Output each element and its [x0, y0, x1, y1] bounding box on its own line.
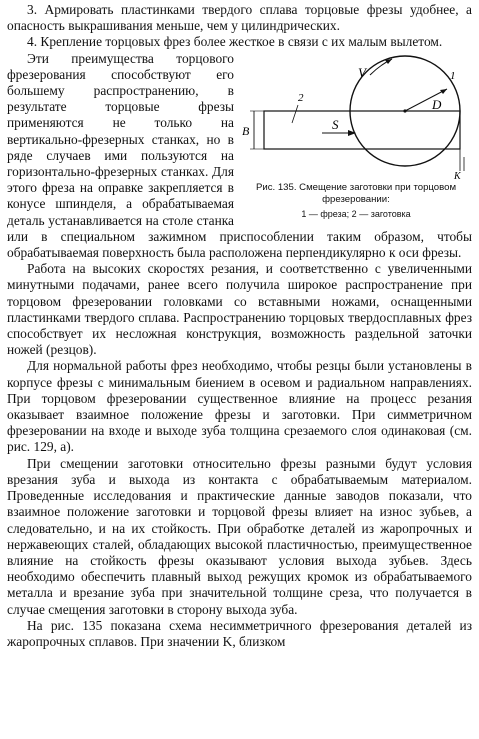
figure-caption: Рис. 135. Смещение заготовки при торцовом фрезеровании:	[255, 181, 457, 205]
label-2: 2	[298, 91, 304, 104]
paragraph-item-3: 3. Армировать пластинками твердого сплава торцовые фрезы удобнее, а опасность выкрашивания меньше, чем у цилиндрических.	[7, 2, 472, 34]
paragraph-asymmetric: На рис. 135 показана схема несимметричного фрезерования деталей из жаропрочных сплавов. При значении K, близком	[7, 617, 472, 649]
leader-2	[292, 105, 298, 123]
paragraph-runout: Для нормальной работы фрез необходимо, чтобы резцы были установлены в корпусе фрезы с минимальным биением в осевом и радиальном направлениях. При торцовом фрезеровании существенное влияние на процесс резания оказывает взаимное положение фрезы и заготовки. При симметричном фрезеровании на входе и выходе зуба толщина срезаемого слоя одинаковая (см. рис. 129, а).	[7, 358, 472, 455]
diameter-arrowhead	[440, 89, 447, 94]
paragraph-advantages: Эти преимущества торцового фрезерования способствуют его большему распространению, в результате торцовые фрезы применяются не только на вертикально-фрезерных станках, но в ряде случаев ими пользуются на горизонтально-фрезерных станках. Для этого фреза на оправке закрепляется в конусе шпинделя, а обрабатываемая деталь устанавливается на столе станка или в специальном зажимном приспособлении таким образом, чтобы обрабатываемая поверхность была расположена перпендикулярно к оси фрезы.	[7, 50, 472, 261]
label-1: 1	[450, 69, 456, 82]
paragraph-high-speed: Работа на высоких скоростях резания, и соответственно с увеличенными минутными подачами, ранее всего получила широкое распространение при торцовом фрезеровании головками со вставными ножами, оснащенными пластинками твердого сплава. Распространению торцовых твердосплавных фрез способствует их несложная конструкция, возможность раздельной заточки ножей (резцов).	[7, 261, 472, 358]
figure-135	[240, 53, 472, 220]
milling-diagram	[240, 53, 472, 181]
label-d: D	[432, 96, 442, 112]
label-v: V	[358, 64, 366, 80]
workpiece-rect	[264, 111, 460, 149]
paragraph-offset: При смещении заготовки относительно фрезы разными будут условия врезания зуба и выхода из контакта с обрабатываемым материалом. Проведенные исследования и практические данные заводов показали, что взаимное положение заготовки и торцовой фрезы влияет на износ зубьев, а следовательно, и на их стойкость. При обработке деталей из жаропрочных и нержавеющих сталей, обладающих высокой пластичностью, преимущественное влияние на стойкость фрезы оказывают условия выхода зубьев. Здесь необходимо обеспечить плавный выход режущих кромок из обрабатываемого металла и врезание зуба при значительной толщине среза, что получается в случае смещения заготовки в сторону выхода зуба.	[7, 455, 472, 617]
paragraph-item-4: 4. Крепление торцовых фрез более жесткое в связи с их малым вылетом.	[27, 34, 443, 50]
label-b: B	[242, 123, 250, 138]
document-page	[7, 0, 472, 650]
label-s: S	[332, 116, 339, 132]
figure-legend: 1 — фреза; 2 — заготовка	[301, 208, 411, 219]
label-k: K	[454, 170, 461, 181]
